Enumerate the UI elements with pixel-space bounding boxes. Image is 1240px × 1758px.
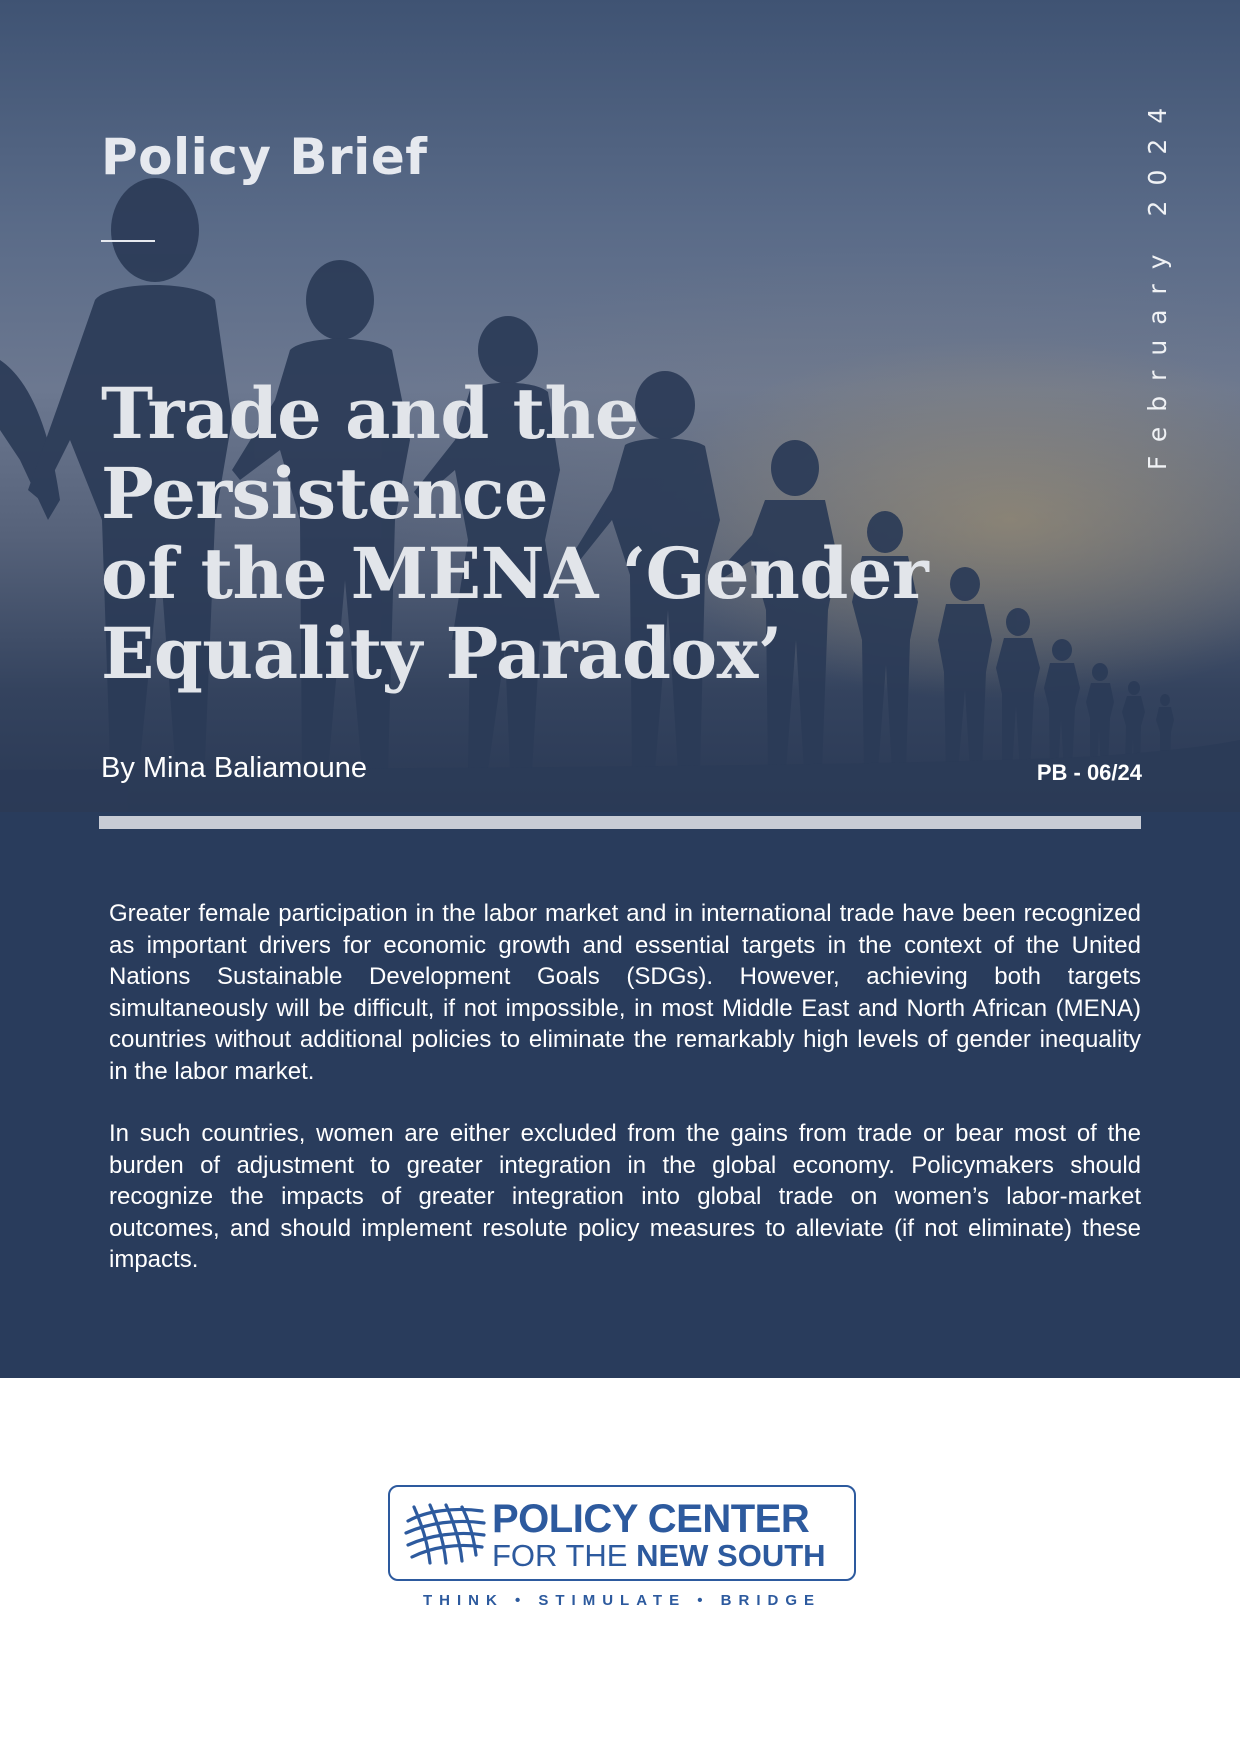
document-title <box>101 374 1061 694</box>
publication-date <box>1118 92 1198 470</box>
policy-center-logo <box>388 1485 856 1581</box>
hero-banner <box>0 0 1240 812</box>
logo-name-line-1: POLICY CENTER <box>492 1497 810 1541</box>
logo-tagline: THINK • STIMULATE • BRIDGE <box>422 1592 822 1609</box>
series-label-underline <box>101 240 155 242</box>
brief-reference-number: PB - 06/24 <box>1036 760 1142 785</box>
abstract-text <box>109 898 1141 1276</box>
author-byline: By Mina Baliamoune <box>101 752 367 784</box>
title-line-1: Trade and the Persistence <box>101 372 639 535</box>
section-divider <box>99 816 1141 829</box>
logo-name-line-2-prefix: FOR THE <box>492 1538 637 1573</box>
title-line-2: of the MENA ‘Gender <box>101 532 929 615</box>
title-line-3: Equality Paradox’ <box>101 612 782 695</box>
logo-name-line-2-bold: NEW SOUTH <box>636 1538 826 1573</box>
logo-name-line-2 <box>492 1539 826 1573</box>
abstract-paragraph-2: In such countries, women are either excluded from the gains from trade or bear most of the burden of adjustment to greater integration in the global economy. Policymakers should recognize the impacts of greater integration into global trade on women’s labor-market outcomes, and should implement resolute policy measures to alleviate (if not eliminate) these impacts. <box>109 1120 1141 1273</box>
globe-grid-icon <box>404 1501 486 1567</box>
publication-date-text: February 2024 <box>1143 92 1173 470</box>
series-label: Policy Brief <box>101 128 428 186</box>
abstract-paragraph-1: Greater female participation in the labor market and in international trade have been recognized as important drivers for economic growth and essential targets in the context of the United Nations Sustainable Development Goals (SDGs). However, achieving both targets simultaneously will be difficult, if not impossible, in most Middle East and North African (MENA) countries without additional policies to eliminate the remarkably high levels of gender inequality in the labor market. <box>109 900 1141 1085</box>
